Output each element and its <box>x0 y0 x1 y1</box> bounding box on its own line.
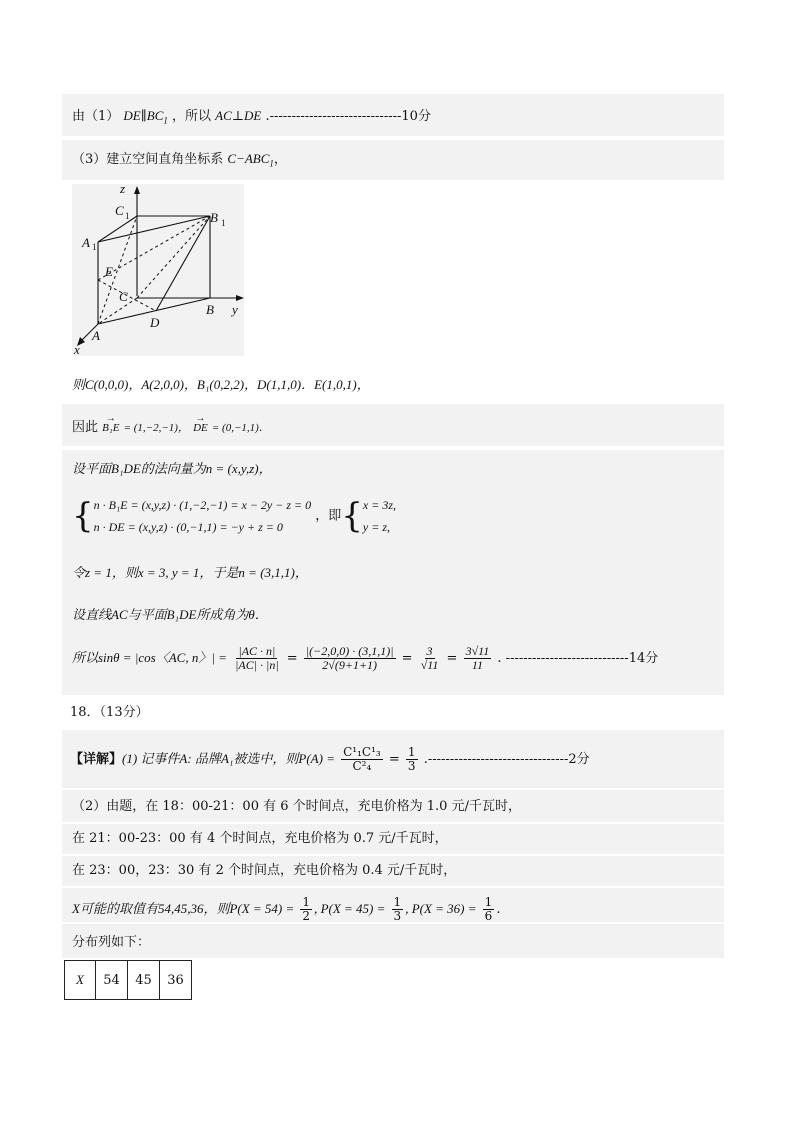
math-expr: DE∥BC <box>123 108 164 123</box>
subscript: 1 <box>269 158 274 169</box>
subscript: 1 <box>221 218 226 228</box>
text: （3）建立空间直角坐标系 <box>72 152 224 167</box>
left-brace: { <box>341 496 363 536</box>
fraction-numerator: 3√11 <box>465 644 490 658</box>
text: ，即 <box>315 508 342 524</box>
detail-line <box>70 746 590 773</box>
axis-label-x: x <box>74 342 80 356</box>
part2-conclusion <box>72 107 431 130</box>
q18-part2-line5: 分布列如下： <box>72 935 151 950</box>
point-label-e: E <box>105 264 113 279</box>
fraction-numerator: 1 <box>302 895 311 909</box>
normal-vector-line: 设平面B₁DE的法向量为n = (x,y,z)， <box>72 461 272 476</box>
fraction-denominator: 2 <box>302 909 311 923</box>
equation-1: n · B₁E = (x,y,z) · (1,−2,−1) = x − 2y − z = 0 <box>93 498 312 512</box>
math-expr: = (0,−1,1)． <box>211 422 270 434</box>
table-cell: 54 <box>96 961 128 1000</box>
text: ，所以 <box>172 109 212 124</box>
text: ， <box>273 152 287 167</box>
math-expr: = (1,−2,−1)， <box>123 422 189 434</box>
table-cell: X <box>65 961 96 1000</box>
fraction-numerator: 3 <box>426 644 433 658</box>
cube-figure <box>72 184 244 356</box>
fraction-numerator: C¹₁C¹₃ <box>343 745 381 759</box>
fraction-numerator: 1 <box>393 895 402 909</box>
point-label-c1: C <box>115 203 124 218</box>
equals-sign: = <box>388 752 400 767</box>
axis-label-z: z <box>120 184 126 196</box>
fraction-denominator: 11 <box>471 658 483 672</box>
math-expr: (1) 记事件A: 品牌A₁被选中，则P(A) = <box>122 751 335 766</box>
vectors-line <box>72 419 270 437</box>
point-label-a: A <box>92 328 100 343</box>
vector-b1e: → B₁E <box>102 419 119 437</box>
fraction-denominator: 3 <box>393 909 402 923</box>
left-brace: { <box>72 496 94 536</box>
fraction-denominator: |AC| · |n| <box>235 658 279 672</box>
q18-part2-line1: （2）由题，在 18：00-21：00 有 6 个时间点，充电价格为 1.0 元/千瓦时， <box>72 799 521 814</box>
part3-intro <box>72 150 287 173</box>
highlight-band <box>62 924 724 958</box>
subscript: 1 <box>92 242 97 252</box>
fraction-numerator: |(−2,0,0) · (3,1,1)| <box>305 644 394 658</box>
result-2: y = z, <box>362 520 391 534</box>
dash-leader: .-------------------------------- <box>423 752 569 767</box>
point-label-a1: A <box>82 235 90 250</box>
fraction-numerator: |AC · n| <box>238 644 276 658</box>
q18-part2-line3: 在 23：00，23：30 有 2 个时间点，充电价格为 0.4 元/千瓦时， <box>72 863 457 878</box>
math-expr: , P(X = 45) = <box>314 901 386 916</box>
fraction-denominator: 2√(9+1+1) <box>322 658 378 672</box>
table-cell: 36 <box>160 961 192 1000</box>
equals-sign: = <box>401 651 413 666</box>
math-expr: X可能的取值有54,45,36，则P(X = 54) = <box>72 901 295 916</box>
q18-part2-line4 <box>72 896 500 923</box>
equation-system <box>72 494 396 538</box>
fraction-denominator: √11 <box>420 658 439 672</box>
fraction-denominator: 6 <box>484 909 493 923</box>
point-label-d: D <box>150 315 160 330</box>
math-expr: , P(X = 36) = <box>405 901 477 916</box>
equation-2: n · DE = (x,y,z) · (0,−1,1) = −y + z = 0 <box>93 520 283 534</box>
axis-label-y: y <box>232 302 238 317</box>
distribution-table <box>64 960 192 1000</box>
q18-part2-line2: 在 21：00-23：00 有 4 个时间点，充电价格为 0.7 元/千瓦时， <box>72 831 448 846</box>
detail-tag: 【详解】 <box>70 752 123 767</box>
angle-line: 设直线AC与平面B₁DE所成角为θ． <box>72 607 268 622</box>
equals-sign: = <box>446 651 458 666</box>
math-expr: AC⊥DE <box>215 108 262 123</box>
point-label-c: C <box>119 289 128 304</box>
result-1: x = 3z, <box>362 498 397 512</box>
fraction-denominator: 3 <box>407 759 416 773</box>
dash-leader: .------------------------------ <box>265 109 402 124</box>
sine-line <box>72 645 658 672</box>
score-label: 14分 <box>628 651 659 666</box>
score-label: 2分 <box>568 752 590 767</box>
text: 由（1） <box>72 109 120 124</box>
vector-de: → DE <box>193 419 208 437</box>
fraction-numerator: 1 <box>407 745 416 759</box>
text: 因此 <box>72 420 99 435</box>
let-line: 令z = 1，则x = 3, y = 1，于是n = (3,1,1)， <box>72 565 308 580</box>
coords-line: 则C(0,0,0)，A(2,0,0)，B₁(0,2,2)，D(1,1,0)．E(1,0,1)， <box>72 377 370 392</box>
subscript: 1 <box>125 211 130 221</box>
question-18-title: 18．（13分） <box>70 705 149 720</box>
table-cell: 45 <box>128 961 160 1000</box>
subscript: 1 <box>163 115 168 126</box>
dash-leader: . ---------------------------- <box>497 651 629 666</box>
math-expr: C−ABC <box>227 151 270 166</box>
equals-sign: = <box>286 651 298 666</box>
fraction-denominator: C²₄ <box>352 759 372 773</box>
table-row <box>65 961 192 1000</box>
text: . <box>496 902 501 917</box>
fraction-numerator: 1 <box>484 895 493 909</box>
math-expr: 所以sinθ = |cos〈AC, n〉| = <box>72 650 227 665</box>
point-label-b1: B <box>210 210 218 225</box>
point-label-b: B <box>206 302 214 317</box>
score-label: 10分 <box>401 109 431 124</box>
